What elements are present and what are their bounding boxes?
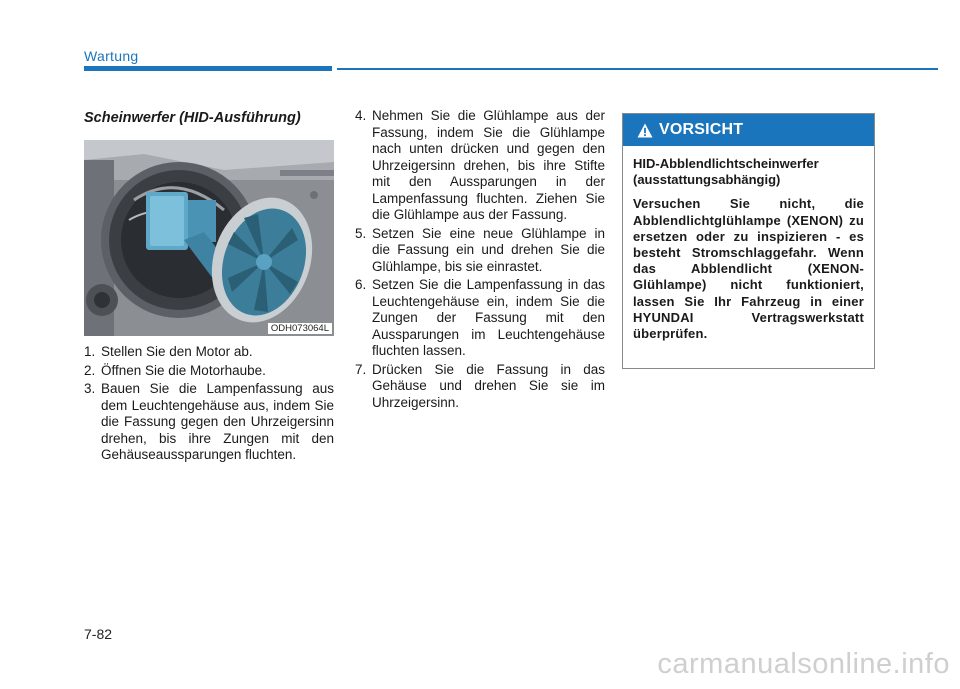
caution-heading: HID-Abblendlichtscheinwerfer (ausstattungsabhängig): [633, 156, 819, 188]
step-text: Öffnen Sie die Motorhaube.: [101, 362, 266, 378]
step-item: [84, 344, 334, 361]
header-rule-light: [337, 68, 938, 70]
warning-triangle-icon: [637, 123, 653, 138]
headlamp-drawing: [84, 140, 334, 336]
step-number: 2.: [84, 362, 96, 378]
step-text: Bauen Sie die Lampenfassung aus dem Leuchtengehäuse aus, indem Sie die Fassung gegen den Uhrzeigersinn drehen, bis ihre Zungen mit den Gehäuseaussparungen fluchten.: [101, 381, 334, 462]
step-text: Setzen Sie die Lampenfassung in das Leuchtengehäuse ein, indem Sie die Zungen der Fassung mit den Aussparungen im Leuchtengehäuse fluchten lassen.: [372, 277, 605, 358]
steps-list-middle: [355, 108, 605, 411]
left-column: [84, 110, 334, 466]
step-item: [84, 363, 334, 380]
header-rule-dark: [84, 66, 332, 71]
step-number: 7.: [355, 361, 367, 377]
step-number: 3.: [84, 381, 96, 396]
caution-title: VORSICHT: [659, 121, 744, 138]
section-title: Wartung: [84, 48, 139, 64]
step-item: [355, 108, 605, 224]
step-item: [355, 277, 605, 360]
step-item: [355, 226, 605, 276]
caution-header: [623, 114, 874, 146]
step-text: Setzen Sie eine neue Glühlampe in die Fassung ein und drehen Sie die Glühlampe, bis sie einrastet.: [372, 225, 605, 274]
headlamp-illustration: [84, 140, 334, 336]
page-number: 7-82: [84, 626, 113, 642]
step-item: [84, 381, 334, 464]
step-text: Nehmen Sie die Glühlampe aus der Fassung, indem Sie die Glühlampe nach unten drücken und gegen den Uhrzeigersinn drehen, bis ihre Stifte mit den Aussparungen in der Lampenfassung fluchten. Ziehen Sie die Glühlampe aus der Fassung.: [372, 108, 605, 222]
step-number: 5.: [355, 225, 367, 241]
step-text: Drücken Sie die Fassung in das Gehäuse und drehen Sie sie im Uhrzeigersinn.: [372, 361, 605, 410]
step-number: 4.: [355, 108, 367, 123]
caution-box: [622, 113, 875, 369]
steps-list-left: [84, 344, 334, 464]
section-subheading: Scheinwerfer (HID-Ausführung): [84, 110, 301, 126]
figure-code: ODH073064L: [268, 323, 332, 334]
step-number: 6.: [355, 277, 367, 292]
step-item: [355, 362, 605, 412]
watermark: carmanualsonline.info: [657, 648, 950, 680]
middle-column: [355, 108, 605, 413]
caution-body: [623, 146, 874, 342]
step-text: Stellen Sie den Motor ab.: [101, 344, 253, 359]
caution-text: Versuchen Sie nicht, die Abblendlichtglühlampe (XENON) zu ersetzen oder zu inspizieren - es besteht Stromschlaggefahr. Wenn das Abblendlicht (XENON-Glühlampe) nicht funktioniert, lassen Sie Ihr Fahrzeug in einer HYUNDAI Vertragswerkstatt überprüfen.: [633, 196, 864, 342]
step-number: 1.: [84, 344, 96, 359]
